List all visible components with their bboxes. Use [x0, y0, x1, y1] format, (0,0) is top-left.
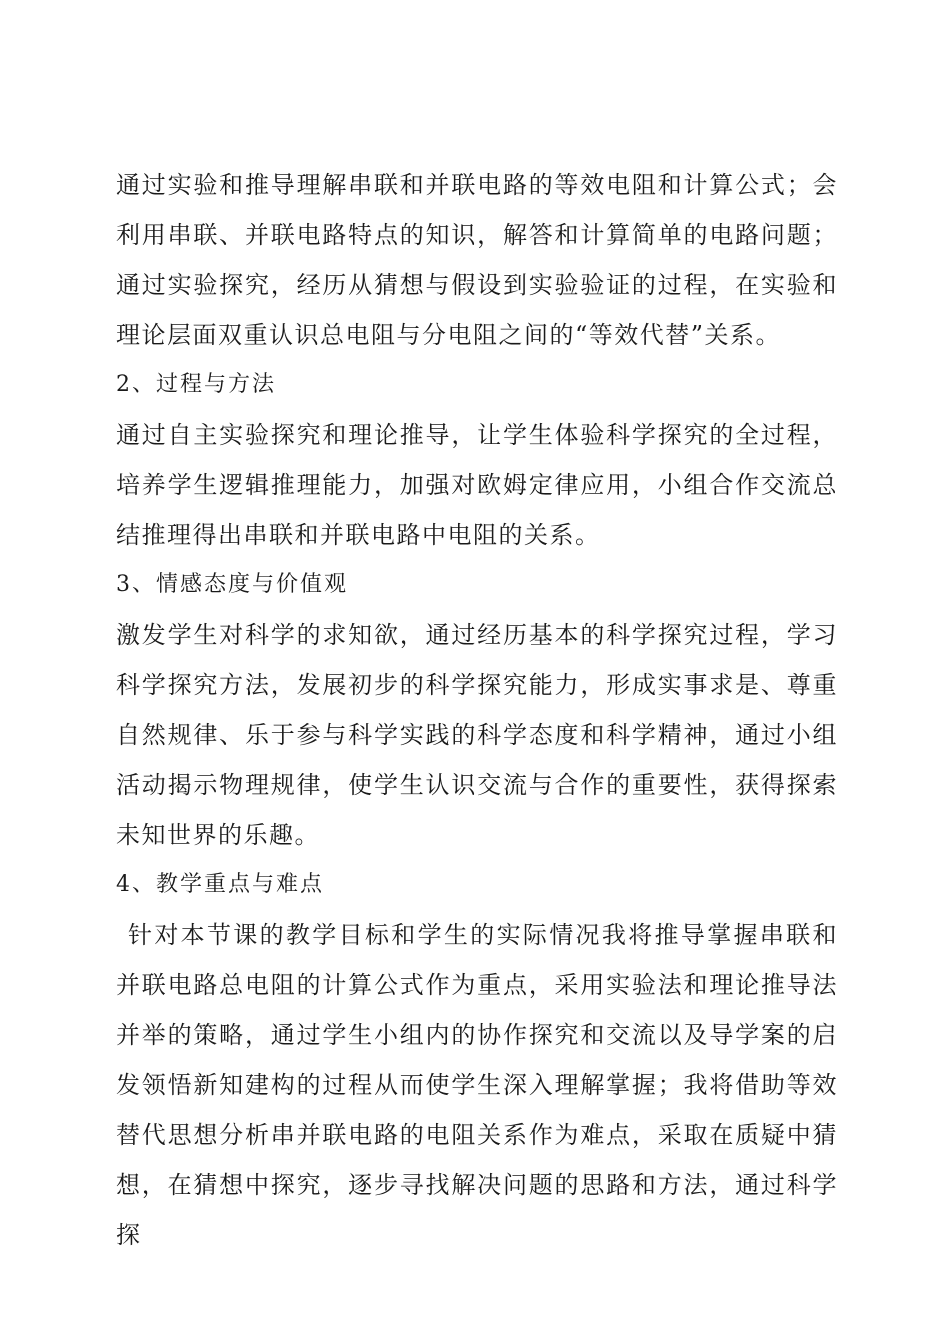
paragraph-knowledge-goals: 通过实验和推导理解串联和并联电路的等效电阻和计算公式；会利用串联、并联电路特点的知识，解答和计算简单的电路问题；通过实验探究，经历从猜想与假设到实验验证的过程，在实验和理论层面双重认识总电阻与分电阻之间的“等效代替”关系。 [116, 171, 838, 349]
heading-key-points-and-difficulties: 4、教学重点与难点 [116, 872, 324, 897]
document-body [116, 160, 838, 1260]
paragraph-process-and-methods: 通过自主实验探究和理论推导，让学生体验科学探究的全过程，培养学生逻辑推理能力，加强对欧姆定律应用，小组合作交流总结推理得出串联和并联电路中电阻的关系。 [116, 421, 838, 549]
heading-emotions-attitudes-values: 3、情感态度与价值观 [116, 572, 348, 597]
heading-process-and-methods: 2、过程与方法 [116, 372, 276, 397]
paragraph-key-points-and-difficulties: 针对本节课的教学目标和学生的实际情况我将推导掌握串联和并联电路总电阻的计算公式作为重点，采用实验法和理论推导法并举的策略，通过学生小组内的协作探究和交流以及导学案的启发领悟新知建构的过程从而使学生深入理解掌握；我将借助等效替代思想分析串并联电路的电阻关系作为难点，采取在质疑中猜想，在猜想中探究，逐步寻找解决问题的思路和方法，通过科学探 [116, 921, 838, 1249]
paragraph-emotions-attitudes-values: 激发学生对科学的求知欲，通过经历基本的科学探究过程，学习科学探究方法，发展初步的科学探究能力，形成实事求是、尊重自然规律、乐于参与科学实践的科学态度和科学精神，通过小组活动揭示物理规律，使学生认识交流与合作的重要性，获得探索未知世界的乐趣。 [116, 621, 838, 849]
